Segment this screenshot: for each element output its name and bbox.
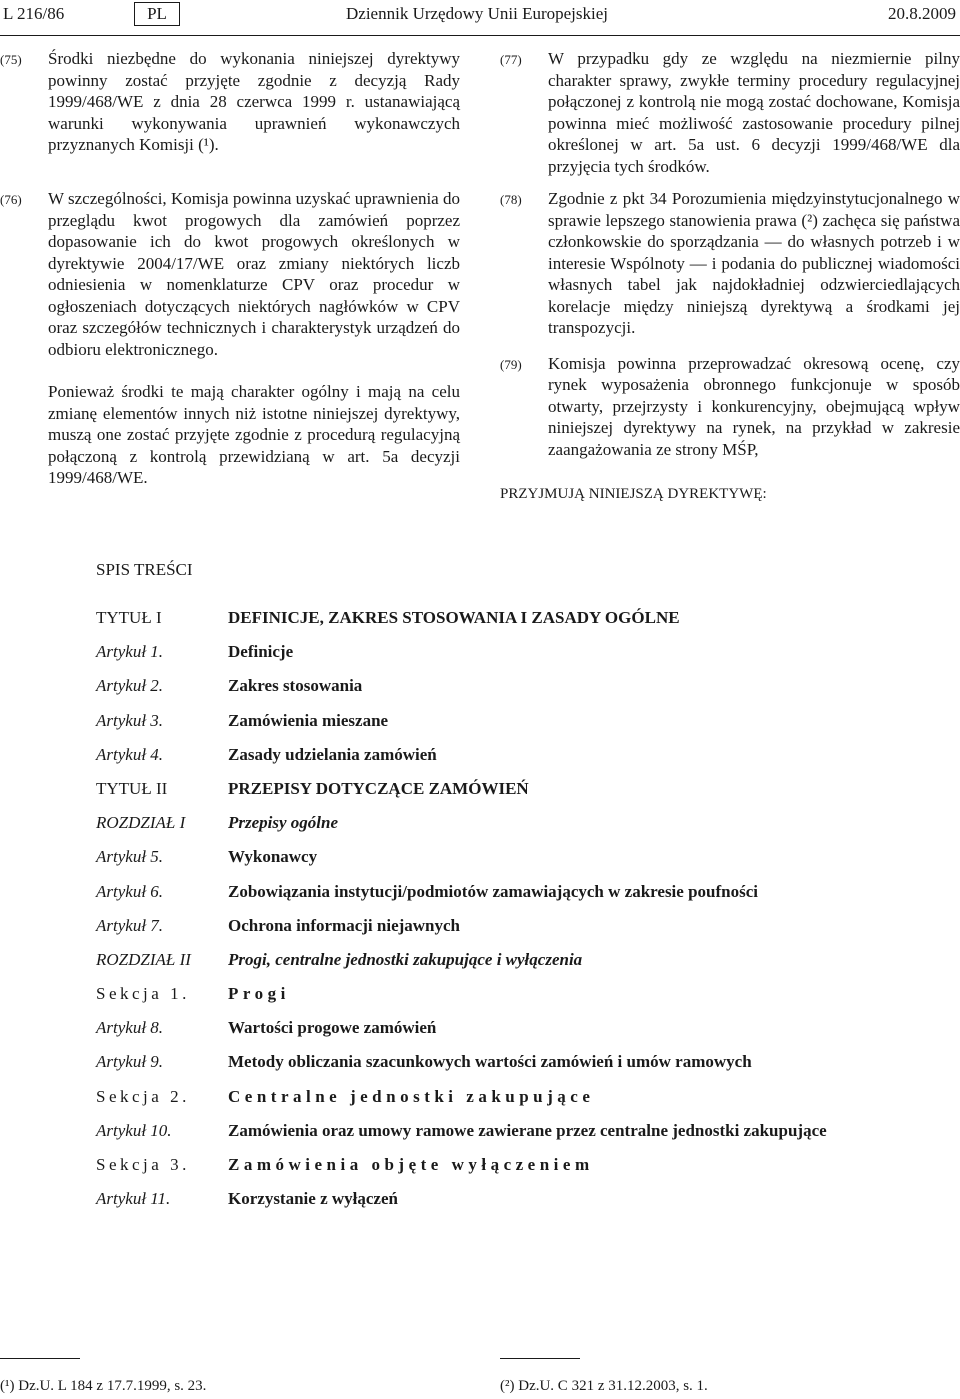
toc-row	[96, 1016, 916, 1050]
toc-row	[96, 1119, 916, 1153]
toc-row	[96, 982, 916, 1016]
recital-number: (76)	[0, 192, 22, 207]
page-number: L 216/86	[3, 4, 65, 23]
left-column	[0, 48, 460, 489]
recital-number: (77)	[500, 52, 522, 67]
page-header	[0, 4, 960, 30]
toc-entry: Definicje	[228, 642, 294, 662]
toc-label: Artykuł 2.	[96, 676, 164, 696]
toc-label: TYTUŁ II	[96, 778, 168, 798]
toc-label: Artykuł 5.	[96, 847, 164, 867]
toc-row	[96, 1153, 916, 1187]
footnote-divider	[0, 1358, 80, 1359]
toc-row	[96, 1085, 916, 1119]
adoption-formula: PRZYJMUJĄ NINIEJSZĄ DYREKTYWĘ:	[500, 486, 767, 502]
right-column	[500, 48, 960, 521]
toc-label: Sekcja 2.	[96, 1086, 190, 1106]
footnote-divider	[500, 1358, 580, 1359]
publication-date: 20.8.2009	[888, 4, 956, 23]
toc-row	[96, 1187, 916, 1221]
toc-label: TYTUŁ I	[96, 608, 162, 627]
toc-row	[96, 845, 916, 879]
recital-text: W szczególności, Komisja powinna uzyskać uprawnienia do przeglądu kwot progowych dla zamówień poprzez dopasowanie ich do kwot progowych określonych w dyrektywie 2004/17/WE oraz zmiany niektórych liczb odniesienia w nomenklaturze CPV oraz procedur w ogłoszeniach dotyczących niektórych nagłówków w CPV oraz szczegółów technicznych i charakterystyk urządzeń do odbioru elektronicznego.	[48, 189, 460, 359]
toc-entry: Ochrona informacji niejawnych	[228, 915, 461, 935]
recital-number: (79)	[500, 356, 522, 372]
toc-row	[96, 674, 916, 708]
toc-heading: SPIS TREŚCI	[96, 560, 193, 579]
recital-text: Środki niezbędne do wykonania niniejszej dyrektywy powinny zostać przyjęte zgodnie z decyzją Rady 1999/468/WE z dnia 28 czerwca 1999 r. ustanawiającą warunki wykonywania uprawnień wykonawczych przyznanych Komisji (¹).	[48, 49, 460, 154]
toc-label: Artykuł 1.	[96, 642, 164, 662]
toc-row	[96, 640, 916, 674]
toc-entry: PRZEPISY DOTYCZĄCE ZAMÓWIEŃ	[228, 778, 529, 798]
toc-row	[96, 880, 916, 914]
recital-76	[0, 188, 460, 360]
toc-entry: Zasady udzielania zamówień	[228, 744, 437, 764]
toc-row	[96, 914, 916, 948]
recital-text: Zgodnie z pkt 34 Porozumienia międzyinstytucjonalnego w sprawie lepszego stanowienia prawa (²) zachęca się państwa członkowskie do sporządzania — do własnych potrzeb i w interesie Wspólnoty — i podania do publicznej wiadomości własnych tabel jak najdokładniej odzwierciedlających korelacje między niniejszą dyrektywą a środkami jej transpozycji.	[548, 189, 960, 337]
toc-entry: Zakres stosowania	[228, 676, 363, 696]
footnote-1: (¹) Dz.U. L 184 z 17.7.1999, s. 23.	[0, 1378, 207, 1394]
table-of-contents	[96, 606, 916, 1221]
toc-label: ROZDZIAŁ I	[96, 813, 186, 833]
recital-79	[500, 353, 960, 461]
recital-text: W przypadku gdy ze względu na niezmiernie pilny charakter sprawy, zwykłe terminy procedury regulacyjnej połączonej z kontrolą nie mogą zostać dochowane, Komisja powinna mieć możliwość zastosowanie procedury pilnej określonej w art. 5a ust. 6 decyzji 1999/468/WE dla przyjęcia tych środków.	[548, 49, 960, 176]
toc-row	[96, 811, 916, 845]
recital-text: Komisja powinna przeprowadzać okresową ocenę, czy rynek wyposażenia obronnego funkcjonuje w sposób otwarty, przejrzysty i konkurencyjny, obejmującą wpływ niniejszej dyrektywy na rynek, na przykład w zakresie zaangażowania ze strony MŚP,	[548, 353, 960, 459]
toc-row	[96, 743, 916, 777]
toc-entry: DEFINICJE, ZAKRES STOSOWANIA I ZASADY OGÓLNE	[228, 608, 680, 627]
journal-title: Dziennik Urzędowy Unii Europejskiej	[346, 4, 609, 23]
recital-77	[500, 48, 960, 188]
toc-entry: Progi, centralne jednostki zakupujące i wyłączenia	[228, 949, 583, 969]
toc-entry: Zamówienia objęte wyłączeniem	[228, 1155, 594, 1174]
toc-label: Artykuł 10.	[96, 1120, 172, 1140]
toc-label: ROZDZIAŁ II	[96, 949, 191, 969]
toc-label: Artykuł 9.	[96, 1052, 164, 1072]
toc-entry: Przepisy ogólne	[228, 813, 339, 833]
footnote-2: (²) Dz.U. C 321 z 31.12.2003, s. 1.	[500, 1378, 708, 1394]
recital-number: (78)	[500, 192, 522, 207]
header-divider	[0, 35, 960, 36]
toc-entry: Zamówienia oraz umowy ramowe zawierane przez centralne jednostki zakupujące	[228, 1120, 827, 1140]
toc-entry: Centralne jednostki zakupujące	[228, 1086, 595, 1106]
toc-label: Sekcja 1.	[96, 984, 190, 1004]
toc-entry: Korzystanie z wyłączeń	[228, 1189, 398, 1209]
toc-row	[96, 777, 916, 811]
toc-label: Sekcja 3.	[96, 1155, 190, 1174]
recital-78	[500, 188, 960, 339]
toc-row	[96, 948, 916, 982]
toc-label: Artykuł 4.	[96, 744, 164, 764]
toc-row	[96, 1050, 916, 1084]
toc-entry: Wartości progowe zamówień	[228, 1018, 437, 1038]
toc-label: Artykuł 6.	[96, 881, 164, 901]
toc-entry: Progi	[228, 984, 290, 1004]
toc-label: Artykuł 3.	[96, 710, 164, 730]
toc-entry: Zamówienia mieszane	[228, 710, 389, 730]
toc-label: Artykuł 8.	[96, 1018, 164, 1038]
toc-entry: Metody obliczania szacunkowych wartości zamówień i umów ramowych	[228, 1052, 752, 1072]
language-badge: PL	[134, 2, 180, 26]
toc-entry: Zobowiązania instytucji/podmiotów zamawiających w zakresie poufności	[228, 881, 758, 901]
toc-row	[96, 606, 916, 640]
recital-number: (75)	[0, 52, 22, 67]
toc-entry: Wykonawcy	[228, 847, 318, 867]
toc-label: Artykuł 11.	[96, 1189, 171, 1209]
toc-row	[96, 709, 916, 743]
closing-paragraph: Ponieważ środki te mają charakter ogólny i mają na celu zmianę elementów innych niż istotne niniejszej dyrektywy, muszą one zostać przyjęte zgodnie z procedurą regulacyjną połączoną z kontrolą przewidzianą w art. 5a decyzji 1999/468/WE.	[48, 382, 460, 487]
recital-75	[0, 48, 460, 188]
toc-label: Artykuł 7.	[96, 915, 164, 935]
